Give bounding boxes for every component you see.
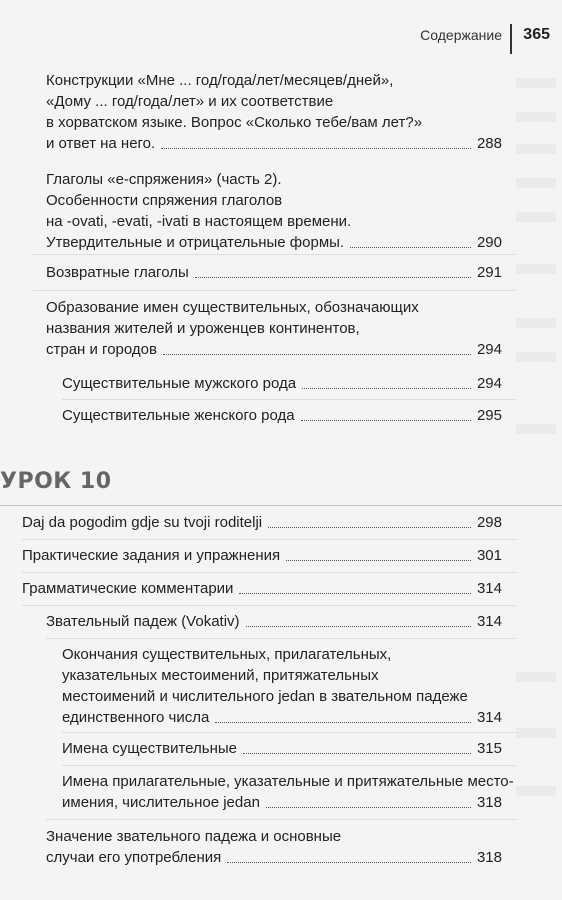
entry-last-line — [46, 262, 502, 283]
toc-entry[interactable] — [46, 826, 502, 868]
dot-leader — [163, 354, 471, 355]
entry-page-number: 291 — [476, 264, 502, 281]
divider — [62, 399, 516, 400]
dot-leader — [227, 862, 471, 863]
entry-last-line — [22, 578, 502, 599]
entry-page-number: 318 — [476, 794, 502, 811]
entry-last-line — [62, 792, 502, 813]
toc-entry[interactable] — [46, 70, 502, 154]
toc-entry[interactable] — [46, 262, 502, 283]
entry-text-line: Особенности спряжения глаголов — [46, 192, 283, 209]
entry-last-line — [22, 545, 502, 566]
divider — [22, 572, 516, 573]
bleed-mark — [516, 112, 556, 122]
entry-page-number: 314 — [476, 580, 502, 597]
divider — [33, 290, 516, 291]
entry-text-line: Окончания существительных, прилагательных, — [62, 646, 392, 663]
toc-entry[interactable] — [46, 169, 502, 253]
dot-leader — [286, 560, 471, 561]
entry-text-line: Конструкции «Мне ... год/года/лет/месяцев/дней», — [46, 72, 394, 89]
bleed-mark — [516, 144, 556, 154]
dot-leader — [266, 807, 471, 808]
bleed-mark — [516, 352, 556, 362]
divider — [33, 254, 516, 255]
entry-text-line: единственного числа — [62, 709, 210, 726]
entry-last-line — [62, 738, 502, 759]
toc-entry[interactable] — [62, 644, 502, 728]
bleed-mark — [516, 424, 556, 434]
entry-text-line: названия жителей и уроженцев континентов, — [46, 320, 360, 337]
entry-last-line — [46, 611, 502, 632]
entry-text-line: на -ovati, -evati, -ivati в настоящем времени. — [46, 213, 352, 230]
bleed-mark — [516, 78, 556, 88]
entry-text-line: Грамматические комментарии — [22, 580, 234, 597]
entry-page-number: 301 — [476, 547, 502, 564]
entry-page-number: 290 — [476, 234, 502, 251]
dot-leader — [243, 753, 471, 754]
bleed-mark — [516, 178, 556, 188]
entry-text-line: и ответ на него. — [46, 135, 156, 152]
entry-text-line: местоимений и числительного jedan в звательном падеже — [62, 688, 468, 705]
dot-leader — [350, 247, 471, 248]
dot-leader — [301, 420, 471, 421]
entry-page-number: 298 — [476, 514, 502, 531]
divider — [46, 638, 516, 639]
entry-text-line: имения, числительное jedan — [62, 794, 260, 811]
bleed-mark — [516, 786, 556, 796]
entry-text-line: Глаголы «е-спряжения» (часть 2). — [46, 171, 282, 188]
entry-text-line: Возвратные глаголы — [46, 264, 189, 281]
entry-last-line — [62, 405, 502, 426]
entry-last-line — [46, 232, 502, 253]
entry-page-number: 295 — [476, 407, 502, 424]
toc-entry[interactable] — [22, 545, 502, 566]
bleed-mark — [516, 728, 556, 738]
entry-text-line: Значение звательного падежа и основные — [46, 828, 342, 845]
entry-page-number: 294 — [476, 341, 502, 358]
entry-last-line — [46, 847, 502, 868]
entry-page-number: 294 — [476, 375, 502, 392]
entry-page-number: 314 — [476, 709, 502, 726]
entry-text-line: в хорватском языке. Вопрос «Сколько тебе/вам лет?» — [46, 114, 423, 131]
toc-entry[interactable] — [62, 405, 502, 426]
page-number: 365 — [523, 26, 550, 43]
section-title: Содержание — [420, 27, 502, 43]
entry-last-line — [46, 339, 502, 360]
lesson-divider — [0, 505, 562, 506]
bleed-mark — [516, 212, 556, 222]
dot-leader — [302, 388, 471, 389]
entry-page-number: 318 — [476, 849, 502, 866]
bleed-mark — [516, 318, 556, 328]
header-divider — [510, 24, 512, 54]
toc-entry[interactable] — [62, 373, 502, 394]
toc-entry[interactable] — [62, 738, 502, 759]
entry-page-number: 314 — [476, 613, 502, 630]
toc-entry[interactable] — [46, 297, 502, 360]
dot-leader — [161, 148, 471, 149]
entry-text-line: стран и городов — [46, 341, 157, 358]
lesson-heading: УРОК 10 — [0, 469, 112, 494]
entry-text-line: случаи его употребления — [46, 849, 222, 866]
divider — [22, 605, 516, 606]
entry-text-line: Имена существительные — [62, 740, 237, 757]
entry-text-line: указательных местоимений, притяжательных — [62, 667, 379, 684]
dot-leader — [246, 626, 471, 627]
entry-last-line — [46, 133, 502, 154]
bleed-mark — [516, 264, 556, 274]
entry-text-line: Утвердительные и отрицательные формы. — [46, 234, 345, 251]
running-header — [0, 24, 562, 48]
entry-last-line — [62, 373, 502, 394]
divider — [62, 765, 516, 766]
entry-text-line: Имена прилагательные, указательные и притяжательные место- — [62, 773, 514, 790]
divider — [22, 539, 516, 540]
entry-page-number: 288 — [476, 135, 502, 152]
toc-entry[interactable] — [22, 578, 502, 599]
bleed-mark — [516, 672, 556, 682]
entry-text-line: Образование имен существительных, обозначающих — [46, 299, 419, 316]
entry-text-line: Существительные женского рода — [62, 407, 295, 424]
entry-text-line: Практические задания и упражнения — [22, 547, 281, 564]
entry-page-number: 315 — [476, 740, 502, 757]
dot-leader — [195, 277, 471, 278]
entry-last-line — [62, 707, 502, 728]
entry-last-line — [22, 512, 502, 533]
toc-entry[interactable] — [46, 611, 502, 632]
dot-leader — [239, 593, 471, 594]
divider — [46, 819, 516, 820]
entry-text-line: «Дому ... год/года/лет» и их соответствие — [46, 93, 334, 110]
toc-entry[interactable] — [62, 771, 514, 813]
dot-leader — [268, 527, 471, 528]
toc-entry[interactable] — [22, 512, 502, 533]
entry-text-line: Daj da pogodim gdje su tvoji roditelji — [22, 514, 263, 531]
divider — [62, 732, 516, 733]
entry-text-line: Звательный падеж (Vokativ) — [46, 613, 240, 630]
entry-text-line: Существительные мужского рода — [62, 375, 297, 392]
dot-leader — [215, 722, 471, 723]
